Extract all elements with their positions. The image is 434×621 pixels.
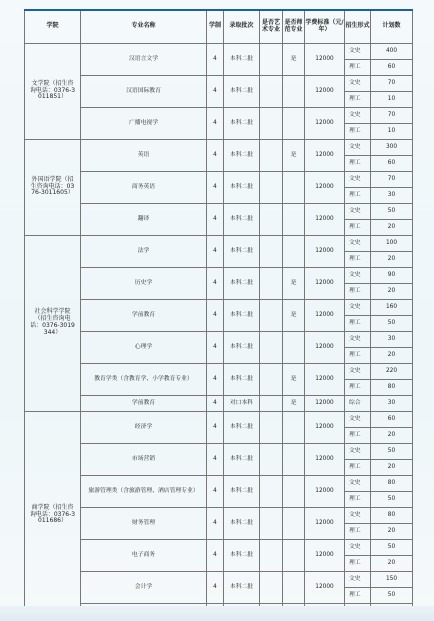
fee-cell: 12000 [305,395,345,411]
plan-cell: 10 [371,91,413,107]
table-row [25,75,413,91]
plan-cell: 20 [371,283,413,299]
years-cell: 4 [207,171,224,203]
plan-cell: 70 [371,75,413,91]
plan-cell: 80 [371,507,413,523]
normal-cell: 是 [283,139,305,171]
form-cell: 文史 [345,363,371,379]
fee-cell: 12000 [305,139,345,171]
header-row [25,10,413,43]
batch-cell: 本科二批 [224,539,260,571]
college-name-cell: 社会科学学院（招生咨询电话：0376-3019344） [25,235,81,411]
plan-cell: 400 [371,43,413,59]
normal-cell: 是 [283,395,305,411]
normal-cell [283,107,305,139]
plan-cell: 90 [371,267,413,283]
major-name-cell: 翻译 [81,203,207,235]
batch-cell: 本科二批 [224,139,260,171]
table-row [25,443,413,459]
years-cell: 4 [207,571,224,603]
form-cell: 理工 [345,219,371,235]
form-cell: 理工 [345,427,371,443]
fee-cell: 12000 [305,331,345,363]
form-cell: 文史 [345,411,371,427]
header-art: 是否艺术专业 [260,10,283,43]
plan-cell: 160 [371,299,413,315]
art-cell [260,475,283,507]
plan-cell: 20 [371,251,413,267]
batch-cell: 本科二批 [224,43,260,75]
table-row [25,139,413,155]
art-cell [260,571,283,603]
batch-cell: 本科二批 [224,571,260,603]
major-name-cell: 汉语国际教育 [81,75,207,107]
form-cell: 文史 [345,43,371,59]
form-cell: 理工 [345,523,371,539]
art-cell [260,443,283,475]
batch-cell: 对口本科 [224,395,260,411]
art-cell [260,235,283,267]
plan-cell: 20 [371,523,413,539]
college-name-cell: 文学院（招生咨询电话：0376-3011851） [25,43,81,139]
form-cell: 理工 [345,555,371,571]
form-cell: 理工 [345,315,371,331]
normal-cell [283,171,305,203]
normal-cell [283,571,305,603]
plan-cell: 60 [371,411,413,427]
table-row [25,267,413,283]
fee-cell: 12000 [305,203,345,235]
form-cell: 理工 [345,59,371,75]
form-cell: 综合 [345,395,371,411]
table-row [25,107,413,123]
years-cell: 4 [207,107,224,139]
batch-cell: 本科二批 [224,475,260,507]
years-cell: 4 [207,331,224,363]
form-cell: 理工 [345,123,371,139]
form-cell: 文史 [345,475,371,491]
college-name-cell: 外国语学院（招生咨询电话：0376-3011605） [25,139,81,235]
plan-cell: 220 [371,363,413,379]
form-cell: 文史 [345,107,371,123]
plan-cell: 80 [371,379,413,395]
art-cell [260,507,283,539]
plan-cell: 50 [371,539,413,555]
major-name-cell: 汉语言文学 [81,43,207,75]
batch-cell: 本科二批 [224,507,260,539]
header-batch: 录取批次 [224,10,260,43]
art-cell [260,395,283,411]
plan-cell: 50 [371,491,413,507]
batch-cell: 本科二批 [224,107,260,139]
table-body [25,43,413,619]
normal-cell [283,443,305,475]
form-cell: 文史 [345,75,371,91]
form-cell: 文史 [345,571,371,587]
plan-cell: 20 [371,555,413,571]
form-cell: 文史 [345,539,371,555]
plan-cell: 30 [371,331,413,347]
major-name-cell: 历史学 [81,267,207,299]
plan-cell: 50 [371,203,413,219]
fee-cell: 12000 [305,267,345,299]
form-cell: 理工 [345,91,371,107]
batch-cell: 本科二批 [224,331,260,363]
batch-cell: 本科二批 [224,235,260,267]
header-form: 招生形式 [345,10,371,43]
years-cell: 4 [207,411,224,443]
college-name-cell: 商学院（招生咨询电话：0376-3011686） [25,411,81,619]
normal-cell: 是 [283,299,305,331]
major-name-cell: 会计学 [81,571,207,603]
bottom-band [0,606,434,621]
fee-cell: 12000 [305,107,345,139]
normal-cell [283,507,305,539]
major-name-cell: 旅游管理类（含旅游管理、酒店管理专业） [81,475,207,507]
table-row [25,475,413,491]
batch-cell: 本科二批 [224,75,260,107]
years-cell: 4 [207,507,224,539]
fee-cell: 12000 [305,299,345,331]
art-cell [260,411,283,443]
form-cell: 理工 [345,283,371,299]
plan-cell: 20 [371,427,413,443]
batch-cell: 本科二批 [224,443,260,475]
table-row [25,395,413,411]
plan-cell: 10 [371,123,413,139]
table-row [25,203,413,219]
table-row [25,363,413,379]
form-cell: 文史 [345,139,371,155]
form-cell: 理工 [345,155,371,171]
fee-cell: 12000 [305,443,345,475]
years-cell: 4 [207,395,224,411]
header-fee: 学费标准（元/年） [305,10,345,43]
plan-cell: 150 [371,571,413,587]
years-cell: 4 [207,363,224,395]
normal-cell [283,475,305,507]
years-cell: 4 [207,203,224,235]
form-cell: 文史 [345,235,371,251]
form-cell: 理工 [345,459,371,475]
form-cell: 理工 [345,251,371,267]
major-name-cell: 英语 [81,139,207,171]
plan-cell: 70 [371,171,413,187]
plan-cell: 30 [371,187,413,203]
form-cell: 理工 [345,379,371,395]
major-name-cell: 学前教育 [81,299,207,331]
form-cell: 文史 [345,267,371,283]
art-cell [260,331,283,363]
normal-cell [283,203,305,235]
major-name-cell: 法学 [81,235,207,267]
normal-cell: 是 [283,267,305,299]
batch-cell: 本科二批 [224,299,260,331]
form-cell: 理工 [345,491,371,507]
form-cell: 文史 [345,299,371,315]
fee-cell: 12000 [305,411,345,443]
plan-cell: 20 [371,219,413,235]
years-cell: 4 [207,539,224,571]
art-cell [260,107,283,139]
fee-cell: 12000 [305,571,345,603]
years-cell: 4 [207,443,224,475]
header-years: 学制 [207,10,224,43]
table-row [25,571,413,587]
fee-cell: 12000 [305,507,345,539]
normal-cell: 是 [283,43,305,75]
form-cell: 文史 [345,331,371,347]
plan-cell: 300 [371,139,413,155]
header-normal: 是否师范专业 [283,10,305,43]
table-row [25,539,413,555]
batch-cell: 本科二批 [224,411,260,443]
years-cell: 4 [207,139,224,171]
table-row [25,507,413,523]
major-name-cell: 经济学 [81,411,207,443]
normal-cell [283,331,305,363]
fee-cell: 12000 [305,171,345,203]
art-cell [260,171,283,203]
normal-cell: 是 [283,363,305,395]
plan-cell: 100 [371,235,413,251]
major-name-cell: 广播电视学 [81,107,207,139]
years-cell: 4 [207,475,224,507]
major-name-cell: 财务管理 [81,507,207,539]
fee-cell: 12000 [305,475,345,507]
art-cell [260,203,283,235]
major-name-cell: 电子商务 [81,539,207,571]
batch-cell: 本科二批 [224,171,260,203]
plan-cell: 50 [371,587,413,603]
batch-cell: 本科二批 [224,267,260,299]
years-cell: 4 [207,43,224,75]
major-name-cell: 教育学类（含教育学、小学教育专业） [81,363,207,395]
form-cell: 文史 [345,171,371,187]
header-major: 专业名称 [81,10,207,43]
table-row [25,43,413,59]
table-row [25,411,413,427]
fee-cell: 12000 [305,235,345,267]
fee-cell: 12000 [305,539,345,571]
art-cell [260,299,283,331]
plan-cell: 80 [371,475,413,491]
header-college: 学院 [25,10,81,43]
years-cell: 4 [207,75,224,107]
plan-cell: 20 [371,459,413,475]
batch-cell: 本科二批 [224,363,260,395]
art-cell [260,267,283,299]
fee-cell: 12000 [305,363,345,395]
admission-plan-table [24,9,413,620]
fee-cell: 12000 [305,43,345,75]
years-cell: 4 [207,235,224,267]
plan-cell: 50 [371,443,413,459]
form-cell: 理工 [345,187,371,203]
form-cell: 文史 [345,203,371,219]
form-cell: 理工 [345,587,371,603]
art-cell [260,75,283,107]
table-row [25,331,413,347]
plan-cell: 60 [371,59,413,75]
batch-cell: 本科二批 [224,203,260,235]
normal-cell [283,75,305,107]
major-name-cell: 商务英语 [81,171,207,203]
table-row [25,299,413,315]
fee-cell: 12000 [305,75,345,107]
major-name-cell: 市场营销 [81,443,207,475]
plan-cell: 70 [371,107,413,123]
header-plan: 计划数 [371,10,413,43]
plan-cell: 60 [371,155,413,171]
plan-cell: 50 [371,315,413,331]
major-name-cell: 学前教育 [81,395,207,411]
art-cell [260,139,283,171]
art-cell [260,539,283,571]
normal-cell [283,539,305,571]
table-row [25,235,413,251]
form-cell: 理工 [345,347,371,363]
plan-cell: 30 [371,395,413,411]
form-cell: 文史 [345,443,371,459]
art-cell [260,43,283,75]
normal-cell [283,411,305,443]
form-cell: 文史 [345,507,371,523]
major-name-cell: 心理学 [81,331,207,363]
years-cell: 4 [207,299,224,331]
art-cell [260,363,283,395]
admission-plan-table-wrapper [24,9,412,604]
plan-cell: 20 [371,347,413,363]
table-row [25,171,413,187]
years-cell: 4 [207,267,224,299]
normal-cell [283,235,305,267]
